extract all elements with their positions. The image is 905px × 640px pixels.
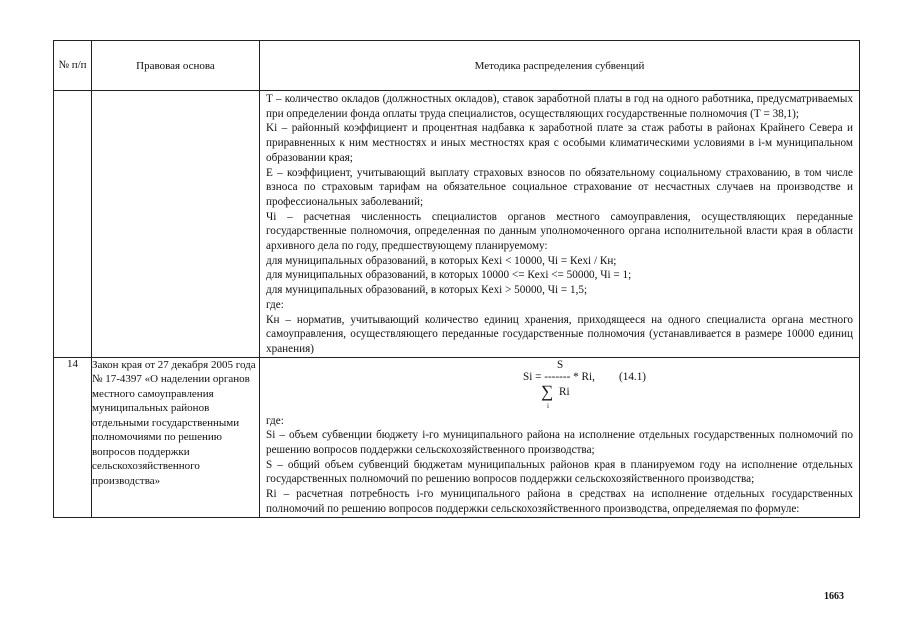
formula-denominator: Ri [559,385,570,398]
header-number [54,41,92,91]
paragraph: Т – количество окладов (должностных окладов), ставок заработной платы в год на одного работника, предусматриваемых при определении фонда оплаты труда специалистов, осуществляющих государственные полномочия (Т = 38,1); [266,93,853,120]
paragraph: Кн – норматив, учитывающий количество единиц хранения, приходящееся на одного специалиста органа местного самоуправления, осуществляющего переданные государственные полномочия (устанавливается в размере 10000 единиц хранения) [266,313,853,355]
methodology-cell [260,357,860,517]
paragraph: Чi – расчетная численность специалистов органов местного самоуправления, осуществляющих переданные государственные полномочия, определенная по данным уполномоченного органа исполнительной власти края в области архивного дела по году, предшествующему планируемому: [266,210,853,253]
page-number: 1663 [824,591,844,602]
paragraph: для муниципальных образований, в которых 10000 <= Кexi <= 50000, Чi = 1; [266,269,632,282]
formula-index: i [547,401,549,410]
header-methodology: Методика распределения субвенций [260,41,860,91]
methodology-cell [260,91,860,358]
legal-basis-cell: Закон края от 27 декабря 2005 года № 17-4397 «О наделении органов местного самоуправления муниципальных районов отдельными государственными полномочиями по решению вопросов поддержки сельскохозяйственного производства» [92,357,260,517]
formula-lhs: Si = ------- * Ri, [523,370,595,383]
distribution-table [53,40,860,518]
formula-sum-sign: ∑ [541,381,554,401]
header-legal-basis: Правовая основа [92,41,260,91]
paragraph: Е – коэффициент, учитывающий выплату страховых взносов по обязательному социальному страхованию, в том числе взноса по страховым тарифам на обязательное социальное страхование от несчастных случаев на производстве и профессиональных заболеваний; [266,166,853,208]
table-row [54,357,860,517]
table-row [54,91,860,358]
paragraph: Ki – районный коэффициент и процентная надбавка к заработной плате за стаж работы в районах Крайнего Севера и приравненных к ним местностях и иных местностях края с особыми климатическими условиями в i-м муниципальном образовании края; [266,122,853,164]
formula-number: (14.1) [619,370,647,383]
header-number-label: № п/п [58,59,87,71]
table-header-row [54,41,860,91]
paragraph: где: [266,414,284,427]
paragraph: где: [266,298,284,311]
paragraph: Si – объем субвенции бюджету i-го муниципального района на исполнение отдельных государственных полномочий по решению вопросов поддержки сельскохозяйственного производства; [266,429,853,457]
paragraph: для муниципальных образований, в которых Кexi < 10000, Чi = Кexi / Кн; [266,254,617,267]
legal-basis-cell [92,91,260,358]
formula-14-1 [260,358,859,413]
row-number-cell [54,91,92,358]
formula-numerator: S [557,358,564,371]
paragraph: Ri – расчетная потребность i-го муниципального района в средствах на исполнение отдельных государственных полномочий по решению вопросов поддержки сельскохозяйственного производства, определяемая по формуле: [266,488,853,515]
paragraph: для муниципальных образований, в которых Кexi > 50000, Чi = 1,5; [266,284,588,297]
paragraph: S – общий объем субвенций бюджетам муниципальных районов края в планируемом году на исполнение отдельных государственных полномочий по решению вопросов поддержки сельскохозяйственного производства; [266,458,853,486]
row-number-cell: 14 [54,357,92,517]
